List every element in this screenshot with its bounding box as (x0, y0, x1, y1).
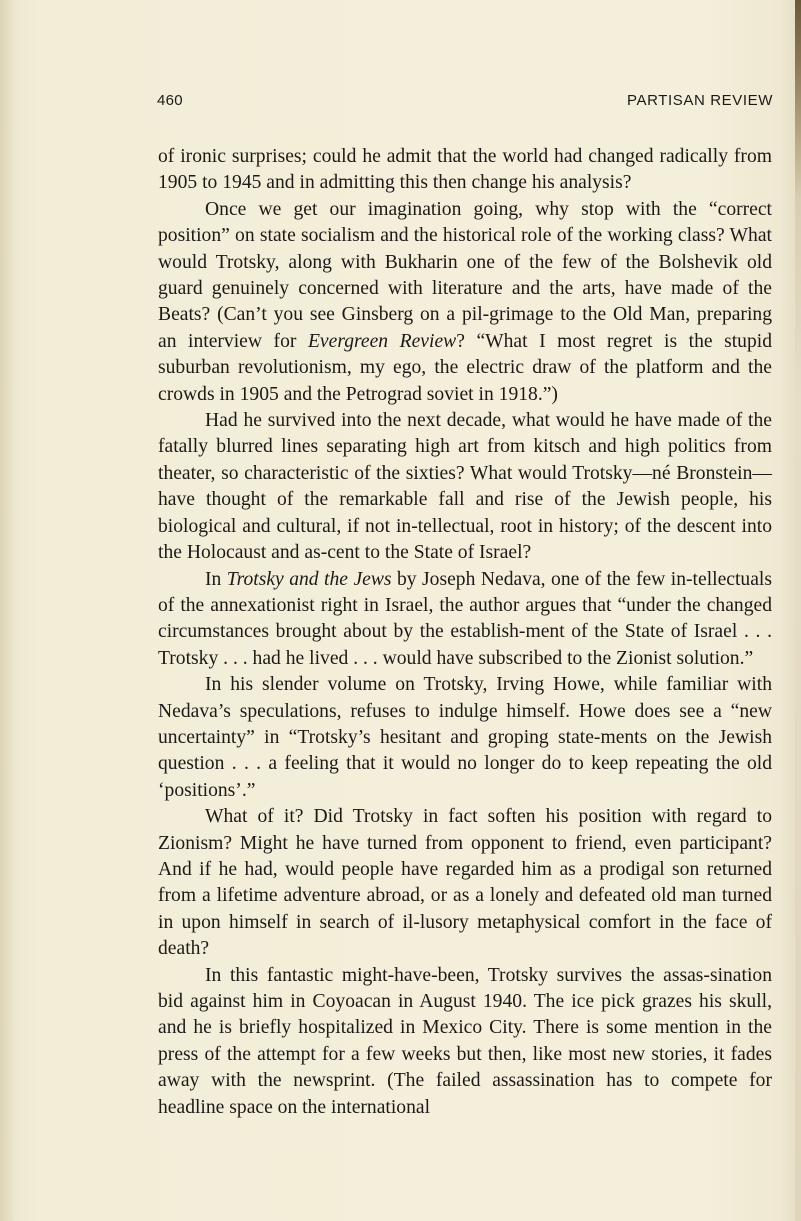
journal-title: PARTISAN REVIEW (627, 92, 773, 109)
paragraph-text: Had he survived into the next decade, what would he have made of the fatally blurred lines separating high art from kitsch and high politics from theater, so characteristic of the sixties? What would Trotsky—né Bronstein—have thought of the remarkable fall and rise of the Jewish people, his biological and cultural, if not in-tellectual, root in history; of the descent into the Holocaust and as-cent to the State of Israel? (158, 410, 772, 564)
paragraph (158, 408, 772, 566)
paragraph (158, 804, 772, 962)
running-head (157, 92, 773, 114)
italic-title-text: Evergreen Review (307, 330, 457, 352)
page-edge (795, 0, 801, 1221)
paragraph-text: ? “What I most regret is the stupid suburban revolutionism, my ego, the electric draw of the platform and the crowds in 1905 and the Petrograd soviet in 1918.”) (158, 330, 773, 405)
paragraph (158, 963, 772, 1121)
paragraph (158, 144, 772, 197)
paragraph-text: In this fantastic might-have-been, Trotsky survives the assas-sination bid against him in Coyoacan in August 1940. The ice pick grazes his skull, and he is briefly hospitalized in Mexico City. There is some mention in the press of the attempt for a few weeks but then, like most new stories, it fades away with the newsprint. (The failed assassination has to compete for headline space on the international (158, 964, 772, 1118)
paragraph-text: Once we get our imagination going, why stop with the “correct position” on state socialism and the historical role of the working class? What would Trotsky, along with Bukharin one of the few of the Bolshevik old guard genuinely concerned with literature and the arts, have made of the Beats? (Can’t you see Ginsberg on a pil-grimage to the Old Man, preparing an interview for (158, 198, 772, 352)
page-number: 460 (157, 92, 183, 109)
paragraph-text: In his slender volume on Trotsky, Irving Howe, while familiar with Nedava’s speculations, refuses to indulge himself. Howe does see a “new uncertainty” in “Trotsky’s hesitant and groping state-ments on the Jewish question . . . a feeling that it would no longer do to keep repeating the old ‘positions’.” (158, 674, 772, 801)
paragraph (158, 197, 772, 408)
paragraph (158, 567, 772, 673)
paragraph-text: by Joseph Nedava, one of the few in-tellectuals of the annexationist right in Israel, the author argues that “under the changed circumstances brought about by the establish-ment of the State of Israel . . . Trotsky . . . had he lived . . . would have subscribed to the Zionist solution.” (158, 568, 772, 669)
page-gutter (0, 0, 14, 1221)
paragraph-text: What of it? Did Trotsky in fact soften his position with regard to Zionism? Might he have turned from opponent to friend, even participant? And if he had, would people have regarded him as a prodigal son returned from a lifetime adventure abroad, or as a lonely and defeated old man turned in upon himself in search of il-lusory metaphysical comfort in the face of death? (158, 806, 772, 960)
paragraph-text: of ironic surprises; could he admit that the world had changed radically from 1905 to 1945 and in admitting this then change his analysis? (158, 146, 772, 194)
paragraph (158, 672, 772, 804)
italic-title-text: Trotsky and the Jews (226, 568, 392, 590)
paragraph-text: In (205, 568, 227, 590)
body-text (158, 144, 772, 1121)
